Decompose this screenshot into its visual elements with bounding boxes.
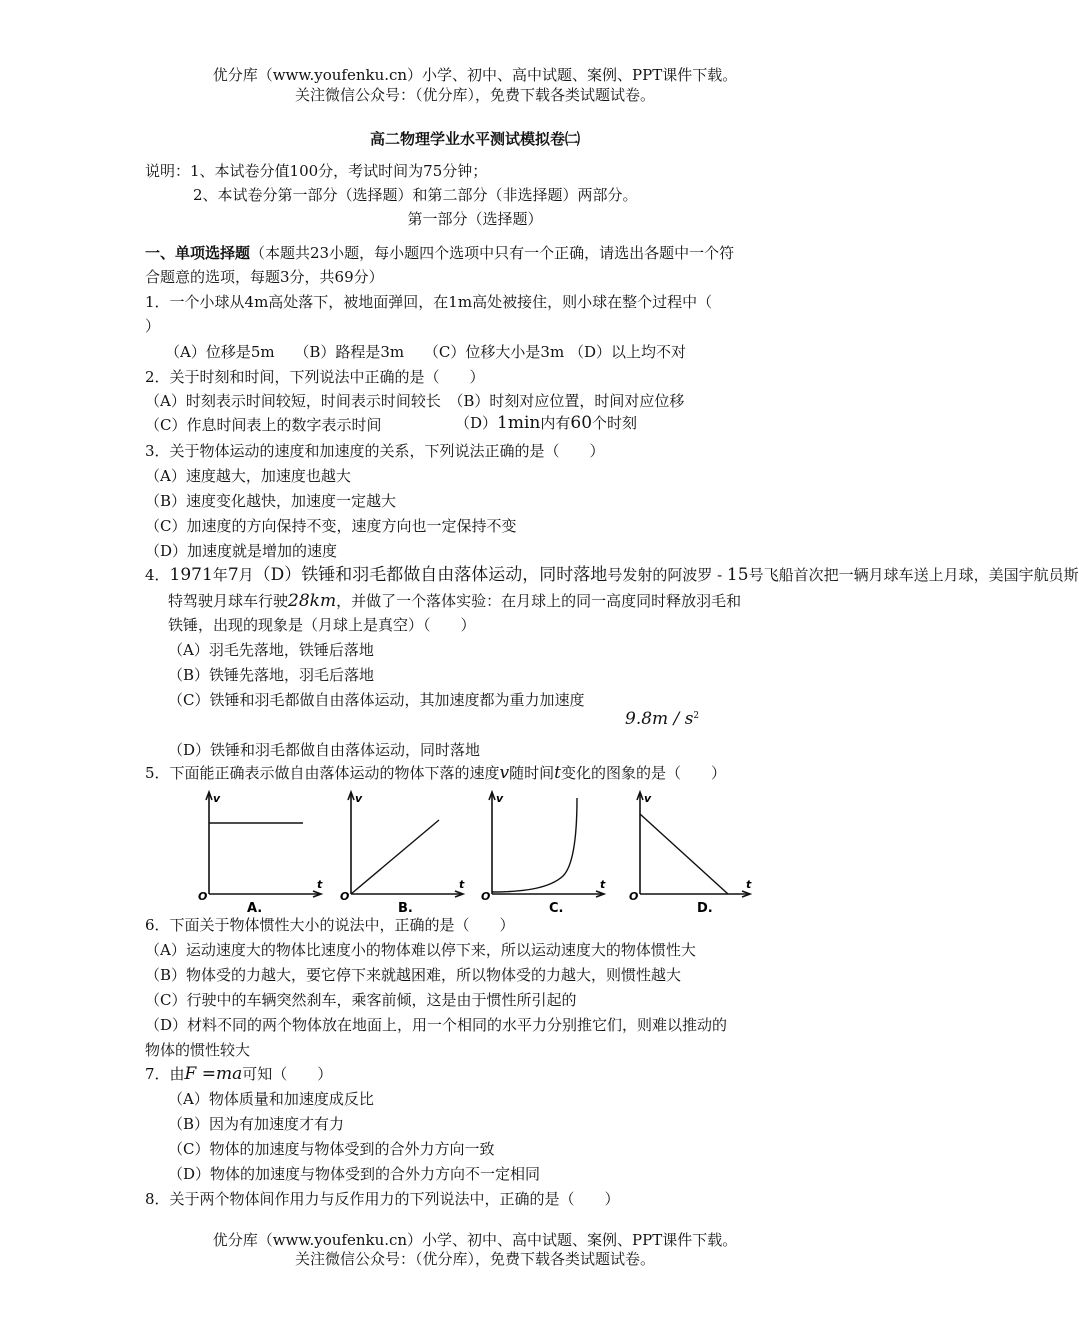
q4-ship-no: 15 xyxy=(726,565,749,585)
q5-text-pre: 5．下面能正确表示做自由落体运动的物体下落的速度 xyxy=(145,764,500,782)
q4-text-4: 号飞船首次把一辆月球车送上月球，美国宇航员斯 xyxy=(748,566,1079,584)
graph-b-curve xyxy=(351,820,439,894)
q4-accel-value: 9.8m / s xyxy=(625,709,694,729)
q4-text-1: 年 xyxy=(212,566,228,584)
note-1: 说明：1、本试卷分值100分，考试时间为75分钟； xyxy=(145,162,488,180)
footer-line-1: 优分库（www.youfenku.cn）小学、初中、高中试题、案例、PPT课件下载。 xyxy=(212,1231,738,1249)
graph-a-t-label: t xyxy=(317,878,323,891)
q4-day: （D）铁锤和羽毛都做自由落体运动，同时落地 xyxy=(253,565,608,585)
graph-d-caption: D. xyxy=(697,901,713,916)
q4-text-2: 月 xyxy=(238,566,254,584)
graph-b-v-label: v xyxy=(355,792,363,805)
q7-option-a: （A）物体质量和加速度成反比 xyxy=(168,1090,374,1108)
q4-option-b: （B）铁锤先落地，羽毛后落地 xyxy=(168,666,375,684)
q5-text-mid: 随时间 xyxy=(509,764,555,782)
q5-text-post: 变化的图象的是（ ） xyxy=(561,764,727,782)
q3-option-a: （A）速度越大，加速度也越大 xyxy=(145,467,351,485)
q4-year: 1971 xyxy=(169,565,213,585)
q6-stem: 6．下面关于物体惯性大小的说法中，正确的是（ ） xyxy=(145,916,515,934)
q4-option-c: （C）铁锤和羽毛都做自由落体运动，其加速度都为重力加速度 xyxy=(168,691,585,709)
q4-text-3: 号发射的阿波罗 - xyxy=(607,566,727,584)
q2-option-d xyxy=(455,413,637,433)
q2-stem: 2．关于时刻和时间，下列说法中正确的是（ ） xyxy=(145,368,485,386)
graph-c-origin: O xyxy=(481,890,491,903)
q3-option-c: （C）加速度的方向保持不变，速度方向也一定保持不变 xyxy=(145,517,517,535)
note-2: 2、本试卷分第一部分（选择题）和第二部分（非选择题）两部分。 xyxy=(193,186,638,204)
page-title: 高二物理学业水平测试模拟卷㈡ xyxy=(369,130,580,148)
graph-b-origin: O xyxy=(340,890,350,903)
graph-d-origin: O xyxy=(629,890,639,903)
q4-l2-a: 特驾驶月球车行驶 xyxy=(168,592,289,610)
q5-graphs-svg xyxy=(185,788,765,916)
q7-option-b: （B）因为有加速度才有力 xyxy=(168,1115,345,1133)
q3-option-d: （D）加速度就是增加的速度 xyxy=(145,542,338,560)
q3-stem: 3．关于物体运动的速度和加速度的关系，下列说法正确的是（ ） xyxy=(145,442,605,460)
q6-option-b: （B）物体受的力越大，要它停下来就越困难，所以物体受的力越大，则惯性越大 xyxy=(145,966,682,984)
q5-t: t xyxy=(554,763,562,783)
q7-formula: F =ma xyxy=(184,1064,243,1084)
q6-option-d-1: （D）材料不同的两个物体放在地面上，用一个相同的水平力分别推它们，则难以推动的 xyxy=(145,1016,728,1034)
graph-c-t-label: t xyxy=(600,878,606,891)
q1-stem: 1．一个小球从4m高处落下，被地面弹回，在1m高处被接住，则小球在整个过程中（ xyxy=(145,293,713,311)
q4-option-d: （D）铁锤和羽毛都做自由落体运动，同时落地 xyxy=(168,741,481,759)
graph-c-caption: C. xyxy=(549,901,564,916)
q7-stem xyxy=(145,1064,332,1084)
q2-d-math-2: 60 xyxy=(570,413,593,433)
section-1-desc-1 xyxy=(145,243,734,263)
q5-graphs xyxy=(185,788,765,916)
q8-stem: 8．关于两个物体间作用力与反作用力的下列说法中，正确的是（ ） xyxy=(145,1190,620,1208)
q6-option-a: （A）运动速度大的物体比速度小的物体难以停下来，所以运动速度大的物体惯性大 xyxy=(145,941,696,959)
q2-d-math-1: 1min xyxy=(497,413,541,433)
graph-b-t-label: t xyxy=(459,878,465,891)
q2-d-text-post: 个时刻 xyxy=(592,414,638,432)
q4-stem-2 xyxy=(168,591,741,611)
q4-option-a: （A）羽毛先落地，铁锤后落地 xyxy=(168,641,374,659)
graph-b-caption: B. xyxy=(398,901,413,916)
footer-line-2: 关注微信公众号：（优分库），免费下载各类试题试卷。 xyxy=(294,1250,655,1268)
q4-accel-sup: 2 xyxy=(693,711,700,721)
header-line-1: 优分库（www.youfenku.cn）小学、初中、高中试题、案例、PPT课件下载。 xyxy=(212,66,738,84)
graph-d-t-label: t xyxy=(746,878,752,891)
q6-option-c: （C）行驶中的车辆突然刹车，乘客前倾，这是由于惯性所引起的 xyxy=(145,991,577,1009)
graph-b xyxy=(340,792,465,916)
graph-c xyxy=(481,792,606,916)
q4-option-c-math xyxy=(625,706,699,729)
section-1-desc-2: 合题意的选项，每题3分，共69分） xyxy=(145,268,384,286)
q4-num: 4． xyxy=(145,566,170,584)
q7-pre: 7．由 xyxy=(145,1065,185,1083)
graph-a xyxy=(198,792,323,916)
graph-d-v-label: v xyxy=(644,792,652,805)
q5-stem xyxy=(145,763,726,783)
q4-stem-1 xyxy=(145,565,1079,585)
graph-d-curve xyxy=(640,814,728,894)
q4-month: 7 xyxy=(227,565,239,585)
q4-stem-3: 铁锤，出现的现象是（月球上是真空）（ ） xyxy=(168,616,476,634)
q5-v: v xyxy=(499,763,510,783)
q6-option-d-2: 物体的惯性较大 xyxy=(145,1041,251,1059)
q1-stem-end: ） xyxy=(145,317,161,335)
q2-option-c: （C）作息时间表上的数字表示时间 xyxy=(145,416,382,434)
q1-options: （A）位移是5m （B）路程是3m （C）位移大小是3m （D）以上均不对 xyxy=(165,343,686,361)
graph-a-v-label: v xyxy=(213,792,221,805)
q3-option-b: （B）速度变化越快，加速度一定越大 xyxy=(145,492,397,510)
section-1-head: 一、单项选择题 xyxy=(145,244,251,262)
graph-c-v-label: v xyxy=(496,792,504,805)
header-line-2: 关注微信公众号：（优分库），免费下载各类试题试卷。 xyxy=(294,86,655,104)
q4-distance: 28km xyxy=(288,591,337,611)
q7-option-d: （D）物体的加速度与物体受到的合外力方向不一定相同 xyxy=(168,1165,541,1183)
q2-d-label: （D） xyxy=(455,414,498,432)
q7-post: 可知（ ） xyxy=(242,1065,333,1083)
graph-a-caption: A. xyxy=(247,901,263,916)
q4-l2-b: ，并做了一个落体实验：在月球上的同一高度同时释放羽毛和 xyxy=(336,592,742,610)
graph-d xyxy=(629,792,752,916)
q2-d-text-mid: 内有 xyxy=(540,414,571,432)
part-1-heading: 第一部分（选择题） xyxy=(407,210,543,228)
section-1-desc-text: （本题共23小题，每小题四个选项中只有一个正确，请选出各题中一个符 xyxy=(250,244,735,262)
q2-options-ab: （A）时刻表示时间较短，时间表示时间较长 （B）时刻对应位置，时间对应位移 xyxy=(145,392,685,410)
graph-c-curve xyxy=(492,798,577,892)
q7-option-c: （C）物体的加速度与物体受到的合外力方向一致 xyxy=(168,1140,495,1158)
graph-a-origin: O xyxy=(198,890,208,903)
